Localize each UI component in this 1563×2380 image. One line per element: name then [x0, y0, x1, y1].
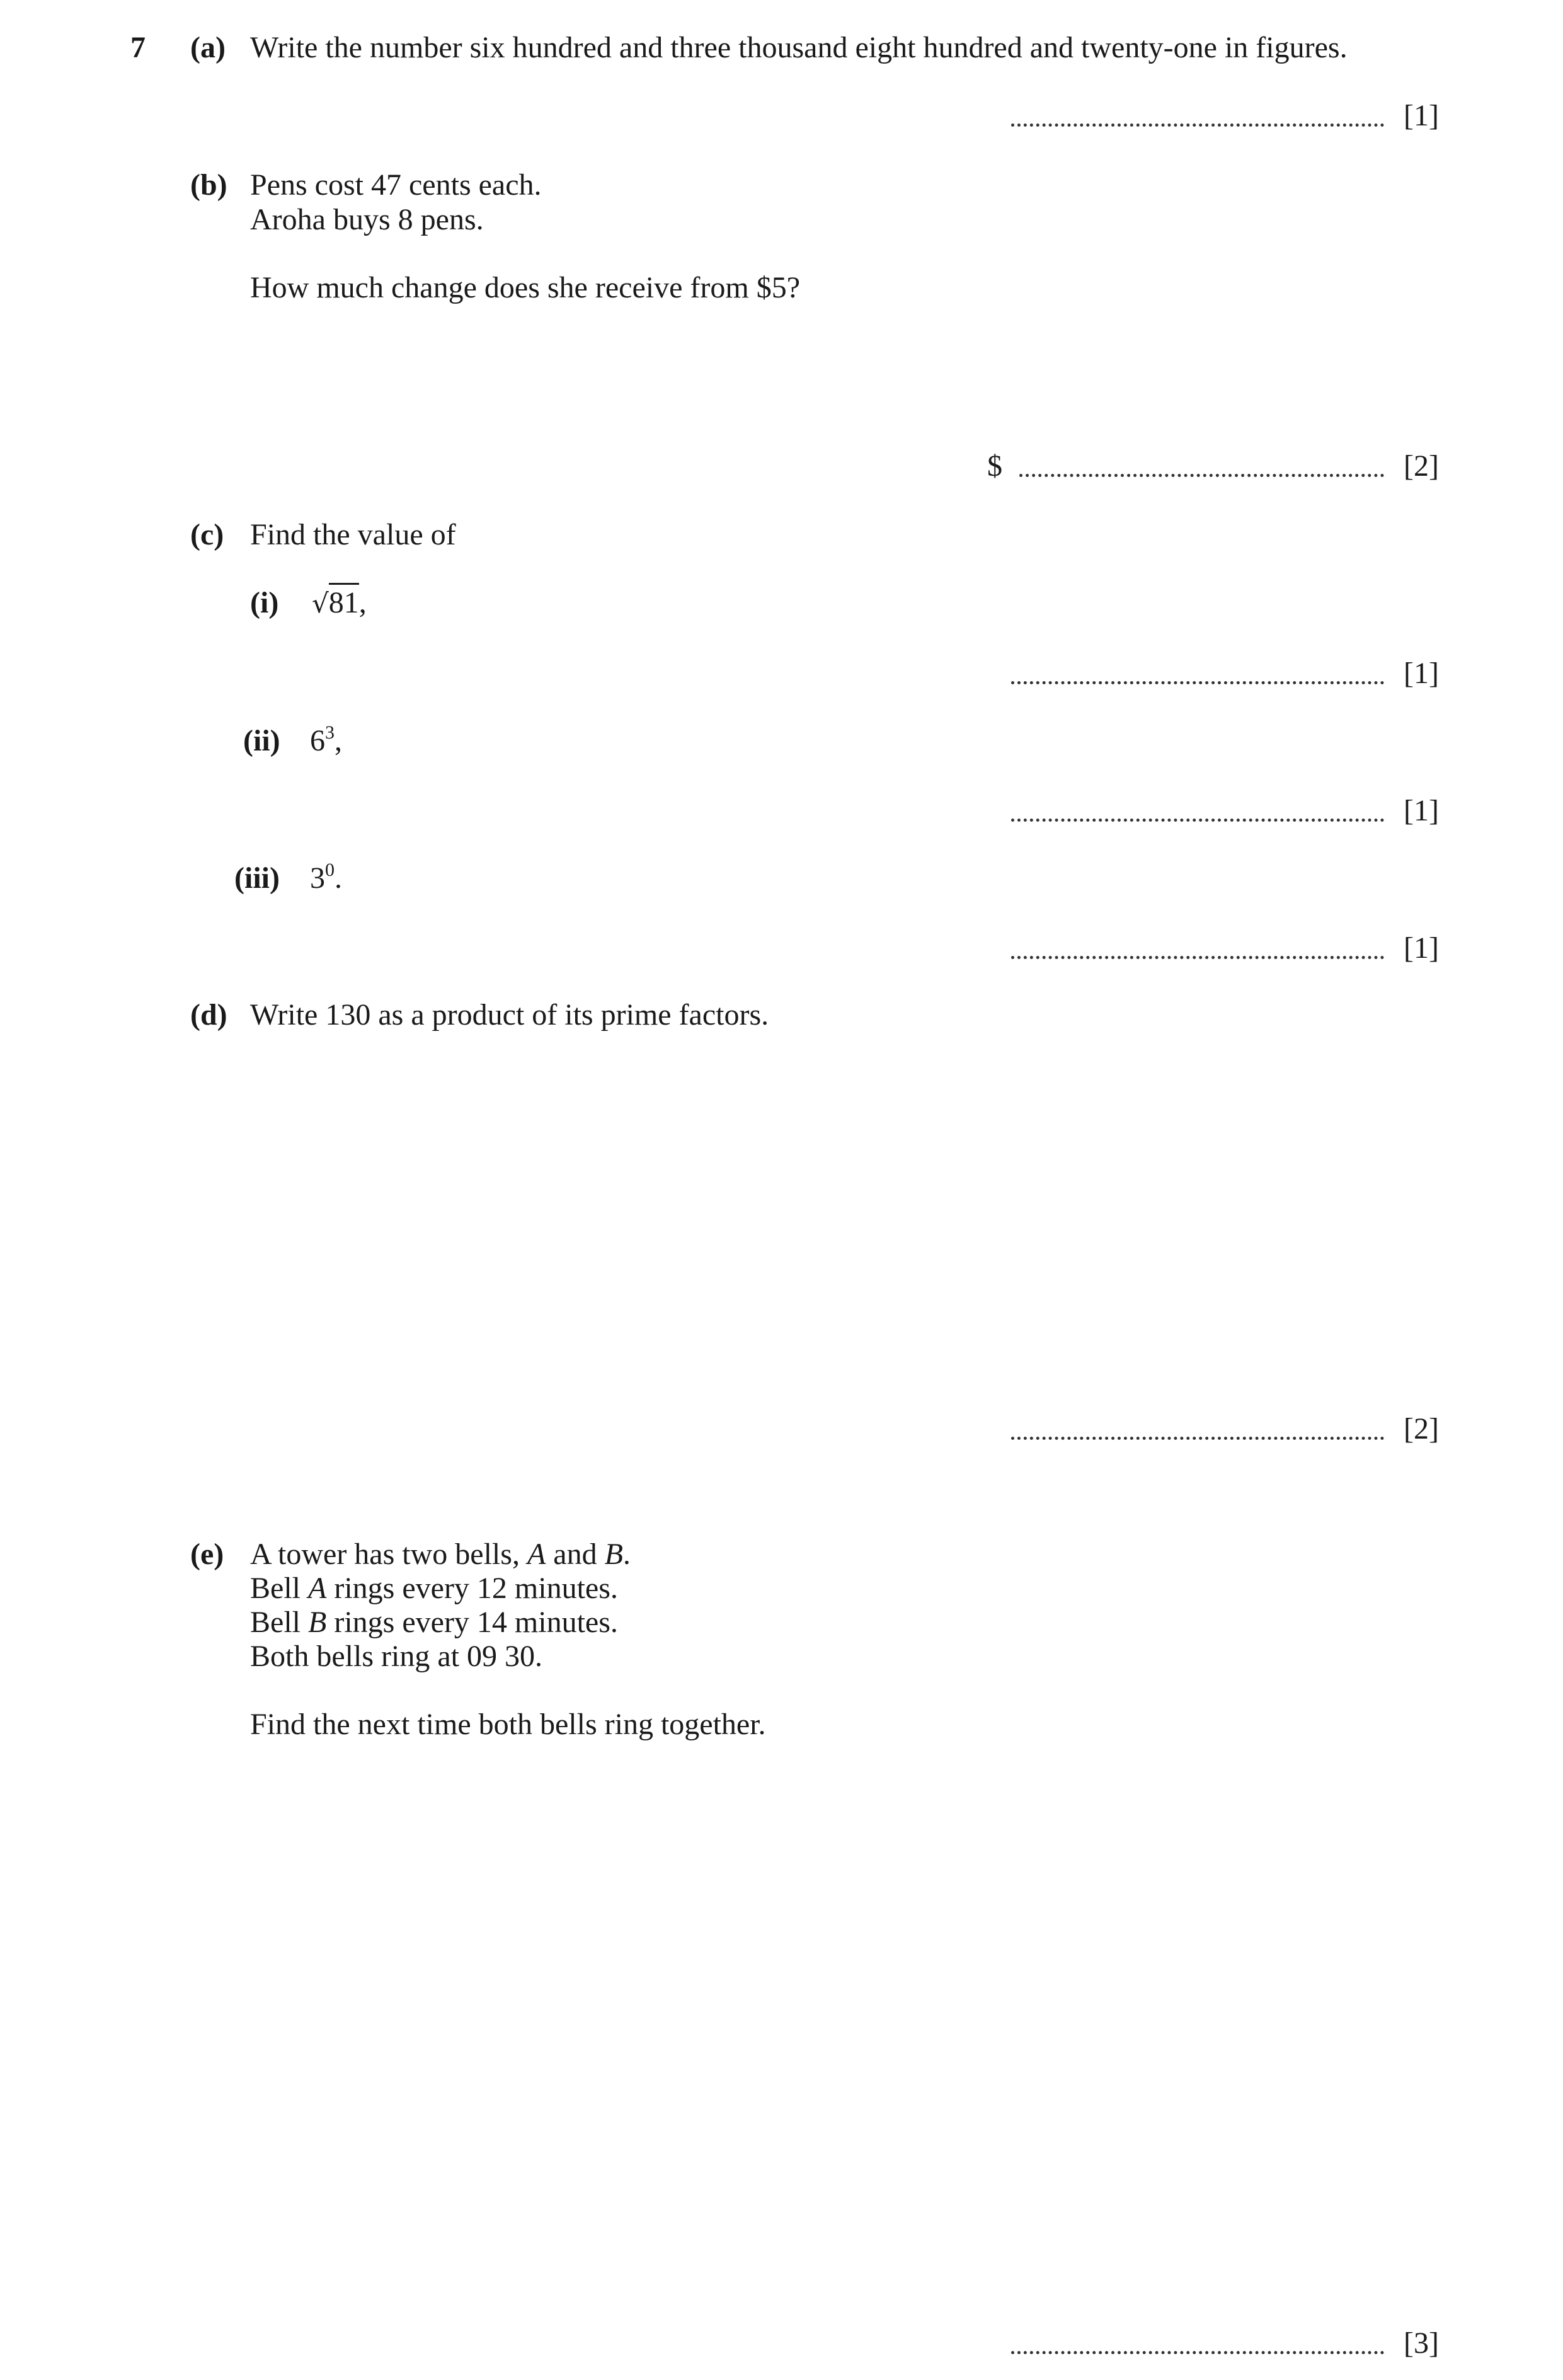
part-c-i-label: (i) [250, 586, 279, 619]
square-root-icon: √ [312, 588, 329, 619]
part-e-marks: [3] [1404, 2326, 1439, 2360]
part-c-iii-expression [310, 859, 342, 895]
part-e-line-3-bell: B [308, 1606, 327, 1639]
part-e-line-2 [250, 1573, 618, 1604]
part-e-line-3-text: Bell [250, 1606, 308, 1639]
part-c-text: Find the value of [250, 518, 456, 551]
part-c-i-expression [312, 588, 367, 618]
part-e-line-1 [250, 1539, 631, 1570]
bell-b-name: B [604, 1538, 623, 1571]
part-e-label: (e) [190, 1538, 224, 1571]
part-c-iii-label: (iii) [234, 861, 280, 895]
part-c-iii-punct: . [335, 861, 342, 895]
part-d-marks: [2] [1404, 1412, 1439, 1446]
part-b-question: How much change does she receive from $5? [250, 271, 800, 304]
part-b-answer-line[interactable] [1019, 474, 1384, 477]
part-d-label: (d) [190, 998, 227, 1032]
part-e-line-1-end: . [622, 1538, 631, 1571]
part-b-label: (b) [190, 168, 227, 202]
part-e-line-2-bell: A [308, 1572, 327, 1605]
part-e-line-3-rest: rings every 14 minutes. [326, 1606, 618, 1639]
bell-a-name: A [527, 1538, 546, 1571]
part-e-line-2-text: Bell [250, 1572, 308, 1605]
part-c-label: (c) [190, 518, 224, 551]
part-a-answer-line[interactable] [1011, 124, 1384, 127]
part-d-answer-line[interactable] [1011, 1437, 1384, 1440]
part-e-line-1-and: and [546, 1538, 605, 1571]
part-c-ii-expression [310, 722, 342, 757]
part-c-i-punct: , [358, 586, 367, 619]
part-c-ii-punct: , [335, 724, 342, 757]
part-e-line-3 [250, 1607, 618, 1638]
part-e-question: Find the next time both bells ring together. [250, 1708, 766, 1741]
part-d-text: Write 130 as a product of its prime factors. [250, 998, 769, 1032]
part-c-iii-marks: [1] [1404, 931, 1439, 965]
part-a-text: Write the number six hundred and three thousand eight hundred and twenty-one in figures. [250, 31, 1348, 64]
part-c-iii-base: 3 [310, 861, 325, 895]
part-b-marks: [2] [1404, 449, 1439, 483]
part-c-ii-base: 6 [310, 724, 325, 757]
part-c-iii-answer-line[interactable] [1011, 956, 1384, 959]
part-c-ii-label: (ii) [243, 724, 280, 757]
part-b-currency-symbol: $ [987, 449, 1002, 483]
part-c-ii-answer-line[interactable] [1011, 819, 1384, 822]
part-c-i-marks: [1] [1404, 657, 1439, 690]
part-c-ii-exponent: 3 [325, 722, 335, 743]
part-a-label: (a) [190, 31, 226, 64]
part-c-i-answer-line[interactable] [1011, 681, 1384, 684]
part-e-line-2-rest: rings every 12 minutes. [326, 1572, 618, 1605]
part-b-line-1: Pens cost 47 cents each. [250, 168, 542, 202]
part-b-line-2: Aroha buys 8 pens. [250, 203, 484, 236]
part-e-line-1-text: A tower has two bells, [250, 1538, 527, 1571]
part-c-i-radicand: 81 [329, 583, 359, 619]
part-c-iii-exponent: 0 [325, 859, 335, 880]
part-e-line-4: Both bells ring at 09 30. [250, 1640, 542, 1673]
part-c-ii-marks: [1] [1404, 794, 1439, 827]
part-a-marks: [1] [1404, 99, 1439, 132]
question-number: 7 [130, 31, 146, 64]
part-e-answer-line[interactable] [1011, 2351, 1384, 2354]
